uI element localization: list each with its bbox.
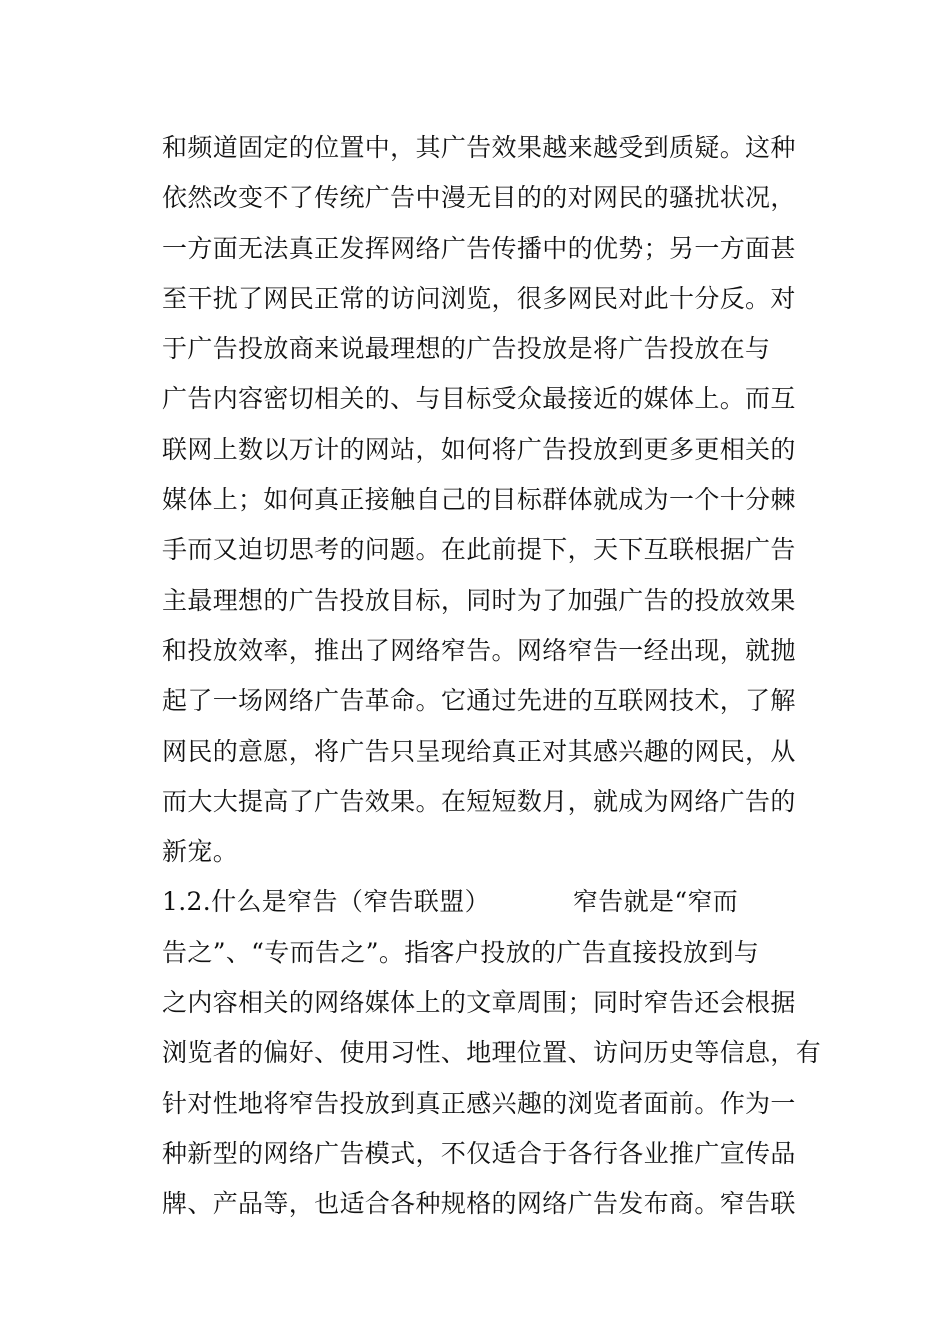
text-line: 依然改变不了传统广告中漫无目的的对网民的骚扰状况， [162, 183, 796, 213]
text-line: 于广告投放商来说最理想的广告投放是将广告投放在与 [162, 334, 771, 364]
text-line: 告之”、“专而告之”。指客户投放的广告直接投放到与 [162, 937, 760, 967]
text-line: 媒体上；如何真正接触自己的目标群体就成为一个十分棘 [162, 485, 796, 515]
text-line: 针对性地将窄告投放到真正感兴趣的浏览者面前。作为一 [162, 1088, 796, 1118]
text-line: 广告内容密切相关的、与目标受众最接近的媒体上。而互 [162, 384, 796, 414]
text-line: 至干扰了网民正常的访问浏览，很多网民对此十分反。对 [162, 283, 796, 313]
text-line: 牌、产品等，也适合各种规格的网络广告发布商。窄告联 [162, 1189, 796, 1219]
section-heading-line: 1.2.什么是窄告（窄告联盟） 窄告就是“窄而 [162, 887, 739, 917]
text-line: 手而又迫切思考的问题。在此前提下，天下互联根据广告 [162, 535, 796, 565]
text-line: 浏览者的偏好、使用习性、地理位置、访问历史等信息，有 [162, 1038, 822, 1068]
text-line: 和投放效率，推出了网络窄告。网络窄告一经出现，就抛 [162, 635, 796, 665]
text-line: 起了一场网络广告革命。它通过先进的互联网技术，了解 [162, 686, 796, 716]
text-line: 种新型的网络广告模式，不仅适合于各行各业推广宣传品 [162, 1138, 796, 1168]
text-line: 和频道固定的位置中，其广告效果越来越受到质疑。这种 [162, 133, 796, 162]
text-line: 主最理想的广告投放目标，同时为了加强广告的投放效果 [162, 585, 796, 615]
body-text [162, 130, 822, 1237]
text-line: 联网上数以万计的网站，如何将广告投放到更多更相关的 [162, 434, 796, 464]
text-line: 而大大提高了广告效果。在短短数月，就成为网络广告的 [162, 786, 796, 816]
text-line: 新宠。 [162, 837, 239, 867]
text-line: 网民的意愿，将广告只呈现给真正对其感兴趣的网民，从 [162, 736, 796, 766]
text-line: 之内容相关的网络媒体上的文章周围；同时窄告还会根据 [162, 988, 796, 1018]
text-line: 一方面无法真正发挥网络广告传播中的优势；另一方面甚 [162, 233, 796, 263]
